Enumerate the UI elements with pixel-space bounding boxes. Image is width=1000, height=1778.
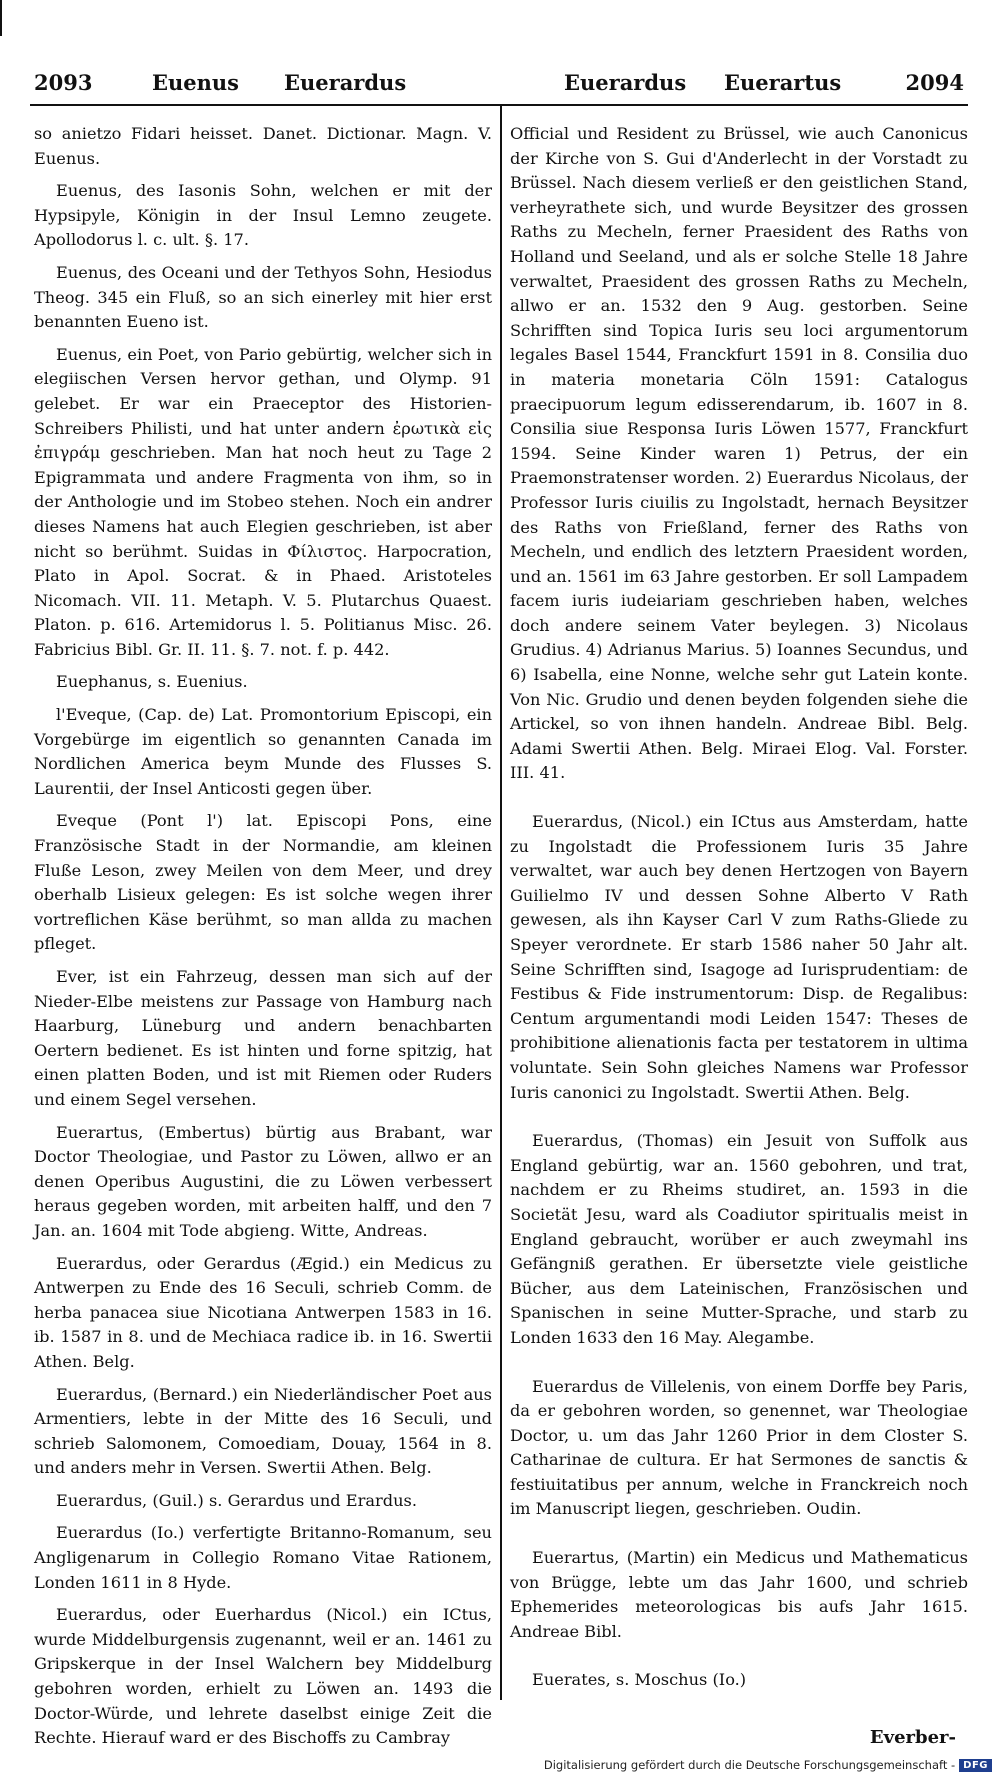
page-edge-mark [0,0,2,36]
left-keyword-1: Euenus [152,70,239,95]
entry-paragraph: so anietzo Fidari heisset. Danet. Dictionar. Magn. V. Euenus. [34,124,492,168]
entry-paragraph: Euerardus, (Thomas) ein Jesuit von Suffolk aus England gebürtig, war an. 1560 gebohren, und trat, nachdem er zu Rheims studiret, an. 1593 in die Societät Jesu, ward als Coadiutor spiritualis meist in England gebraucht, worüber er auch zweymahl ins Gefängniß gerathen. Er übersetzte viele geistliche Bücher, aus dem Lateinischen, Französischen und Spanischen in seine Mutter-Sprache, und starb zu Londen 1633 den 16 May. Alegambe. [510,1131,968,1347]
left-page-number: 2093 [34,70,93,95]
entry-paragraph: Euenus, ein Poet, von Pario gebürtig, welcher sich in elegiischen Versen hervor gethan, und Olymp. 91 gelebet. Er war ein Praeceptor des Historien-Schreibers Philisti, und hat unter andern ἐρωτικὰ εἰς ἐπιγράμ geschrieben. Man hat noch heut zu Tage 2 Epigrammata und andere Fragmenta von ihm, so in der Anthologie und im Stobeo stehen. Noch ein andrer dieses Namens hat auch Elegien geschrieben, ist aber nicht so berühmt. Suidas in Φίλιστος. Harpocration, Plato in Apol. Socrat. & in Phaed. Aristoteles Nicomach. VII. 11. Metaph. V. 5. Plutarchus Quaest. Platon. p. 616. Artemidorus l. 5. Politianus Misc. 26. Fabricius Bibl. Gr. II. 11. §. 7. not. f. p. 442. [34,344,492,659]
column-divider [500,106,502,1700]
header-rule [30,104,968,106]
entry-paragraph: Euerardus, (Nicol.) ein ICtus aus Amsterdam, hatte zu Ingolstadt die Professionem Iuris 35 Jahre verwaltet, war auch bey denen Hertzogen von Bayern Guilielmo IV und dessen Sohne Alberto V Rath gewesen, als ihn Kayser Carl V zum Raths-Gliede zu Speyer verordnete. Er starb 1586 naher 50 Jahr alt. Seine Schrifften sind, Isagoge ad Iurisprudentiam: de Festibus & Fide instrumentorum: Disp. de Regalibus: Centum argumentandi modi Leiden 1547: Theses de prohibitione alienationis facta per testatorem in ultima voluntate. Sein Sohn gleiches Namens war Professor Iuris canonici zu Ingolstadt. Swertii Athen. Belg. [510,812,968,1102]
right-keyword-2: Euerartus [724,70,842,95]
footer-text: Digitalisierung gefördert durch die Deutsche Forschungsgemeinschaft - [543,1758,956,1772]
left-column [34,122,492,1759]
entry-paragraph: Euerardus de Villelenis, von einem Dorffe bey Paris, da er gebohren worden, so genennet, war Theologiae Doctor, u. um das Jahr 1260 Prior in dem Closter S. Catharinae de cultura. Er hat Sermones de sanctis & festiuitatibus per annum, welche in Franckreich noch im Manuscript liegen, geschrieben. Oudin. [510,1376,968,1519]
entry-paragraph: Euerartus, (Martin) ein Medicus und Mathematicus von Brügge, lebte um das Jahr 1600, und schrieb Ephemerides meteorologicas bis aufs Jahr 1615. Andreae Bibl. [510,1548,968,1641]
entry-paragraph: Euerartus, (Embertus) bürtig aus Brabant, war Doctor Theologiae, und Pastor zu Löwen, allwo er an denen Operibus Augustini, die zu Löwen verbessert heraus gegeben worden, mit arbeiten halff, und den 7 Jan. an. 1604 mit Tode abgieng. Witte, Andreas. [34,1122,492,1240]
right-keyword-1: Euerardus [564,70,687,95]
catchword: Everber- [869,1727,956,1748]
left-keyword-2: Euerardus [284,70,407,95]
right-column [510,122,968,1701]
entry-paragraph: Eveque (Pont l') lat. Episcopi Pons, eine Französische Stadt in der Normandie, am kleinen Fluße Leson, zwey Meilen von dem Meer, und drey oberhalb Lisieux gelegen: Es ist solche wegen ihrer vortreflichen Käse berühmt, so man allda zu machen pfleget. [34,811,492,954]
entry-paragraph: Euerardus, (Bernard.) ein Niederländischer Poet aus Armentiers, lebte in der Mitte des 16 Seculi, und schrieb Salomonem, Comoediam, Douay, 1564 in 8. und anders mehr in Versen. Swertii Athen. Belg. [34,1384,492,1478]
dfg-logo: DFG [959,1759,992,1772]
entry-paragraph: l'Eveque, (Cap. de) Lat. Promontorium Episcopi, ein Vorgebürge im eigentlich so genannten Canada im Nordlichen America beym Munde des Flusses S. Laurentii, der Insel Anticosti gegen über. [34,705,492,798]
entry-paragraph: Euerardus, oder Gerardus (Ægid.) ein Medicus zu Antwerpen zu Ende des 16 Seculi, schrieb Comm. de herba panacea siue Nicotiana Antwerpen 1583 in 16. ib. 1587 in 8. und de Mechiaca radice ib. in 16. Swertii Athen. Belg. [34,1253,492,1371]
entry-paragraph: Euerardus, (Guil.) s. Gerardus und Erardus. [56,1490,417,1510]
entry-paragraph: Euerardus, oder Euerhardus (Nicol.) ein ICtus, wurde Middelburgensis zugenannt, weil er an. 1461 zu Gripskerque in der Insel Walchern bey Middelburg gebohren worden, erhielt zu Löwen an. 1493 die Doctor-Würde, und lehrete daselbst einige Zeit die Rechte. Hierauf ward er des Bischoffs zu Cambray [34,1605,492,1748]
digitization-footer [544,1758,992,1772]
entry-paragraph: Euenus, des Iasonis Sohn, welchen er mit der Hypsipyle, Königin in der Insul Lemno zeugete. Apollodorus l. c. ult. §. 17. [34,181,492,250]
entry-paragraph: Ever, ist ein Fahrzeug, dessen man sich auf der Nieder-Elbe meistens zur Passage von Hamburg nach Haarburg, Lüneburg und andern benachbarten Oertern bedienet. Es ist hinten und forne spitzig, hat einen platten Boden, und ist mit Riemen oder Ruders und einem Segel versehen. [34,967,492,1109]
entry-paragraph: Euerates, s. Moschus (Io.) [532,1670,747,1690]
running-header [34,70,964,100]
right-page-number: 2094 [905,70,964,95]
entry-paragraph: Official und Resident zu Brüssel, wie auch Canonicus der Kirche von S. Gui d'Anderlecht in der Vorstadt zu Brüssel. Nach diesem verließ er den geistlichen Stand, verheyrathete sich, und wurde Beysitzer des grossen Raths zu Mecheln, ferner Praesident des Raths von Holland und Seeland, und als er solche Stelle 18 Jahre verwaltet, Praesident des grossen Raths zu Mecheln, allwo er an. 1532 den 9 Aug. gestorben. Seine Schrifften sind Topica Iuris seu loci argumentorum legales Basel 1544, Franckfurt 1591 in 8. Consilia duo in materia monetaria Cöln 1591: Catalogus praecipuorum legum edisserendarum, ib. 1607 in 8. Consilia siue Responsa Iuris Löwen 1577, Franckfurt 1594. Seine Kinder waren 1) Petrus, der ein Praemonstratenser worden. 2) Euerardus Nicolaus, der Professor Iuris ciuilis zu Ingolstadt, hernach Beysitzer des Raths von Frießland, ferner des Raths von Mecheln, und endlich des letztern Praesident worden, und an. 1561 im 63 Jahre gestorben. Er soll Lampadem facem iuris iudeiariam geschrieben haben, welches doch andere seinem Vater beylegen. 3) Nicolaus Grudius. 4) Adrianus Marius. 5) Ioannes Secundus, und 6) Isabella, eine Nonne, welche sehr gut Latein konte. Von Nic. Grudio und denen beyden folgenden siehe die Artickel, so von ihnen handeln. Andreae Bibl. Belg. Adami Swertii Athen. Belg. Miraei Elog. Val. Forster. III. 41. [510,124,968,783]
entry-paragraph: Euenus, des Oceani und der Tethyos Sohn, Hesiodus Theog. 345 ein Fluß, so an sich einerley mit hier erst benannten Eueno ist. [34,262,492,332]
entry-paragraph: Euephanus, s. Euenius. [56,672,248,692]
entry-paragraph: Euerardus (Io.) verfertigte Britanno-Romanum, seu Angligenarum in Collegio Romano Vitae Rationem, Londen 1611 in 8 Hyde. [34,1523,492,1592]
